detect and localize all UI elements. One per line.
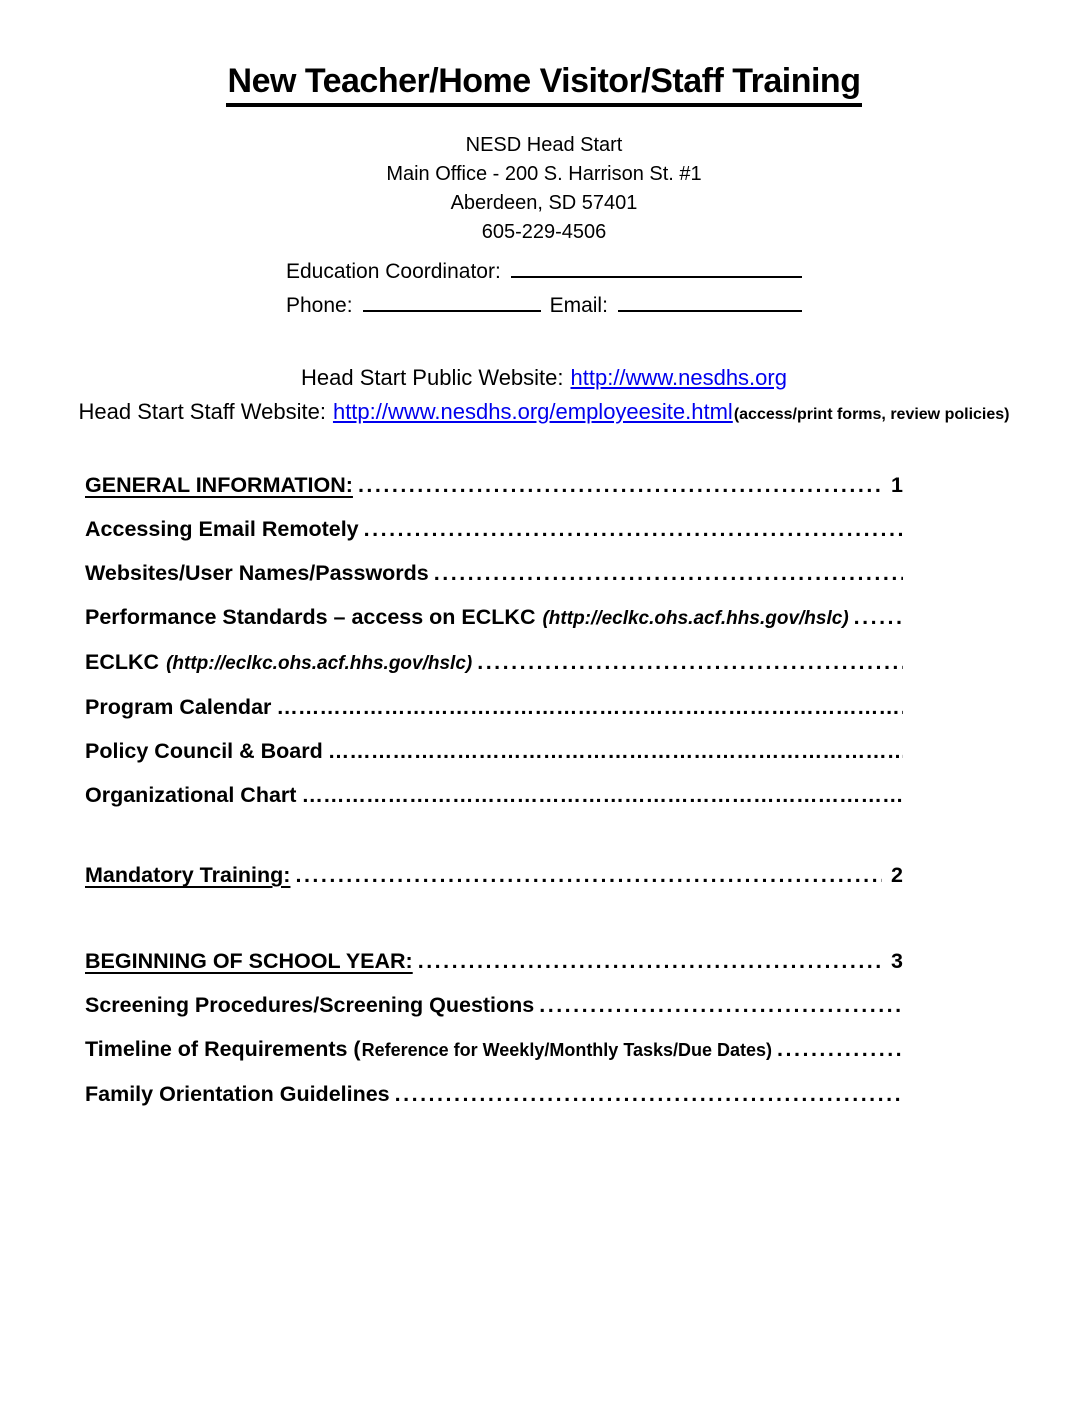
toc-leader-dots bbox=[418, 948, 882, 975]
toc-leader-dots bbox=[295, 862, 882, 889]
toc-entry-label: Organizational Chart bbox=[85, 783, 297, 807]
toc-leader-dots bbox=[477, 649, 903, 676]
phone-email-line bbox=[286, 290, 802, 324]
toc-entry-sublabel: Reference for Weekly/Monthly Tasks/Due Dates) bbox=[361, 1040, 773, 1060]
toc-page-number: 2 bbox=[891, 863, 903, 887]
toc-entry bbox=[85, 560, 903, 587]
toc-entry bbox=[85, 738, 903, 765]
staff-website-label: Head Start Staff Website: bbox=[78, 399, 326, 424]
toc-entry bbox=[85, 604, 903, 632]
page-title: New Teacher/Home Visitor/Staff Training bbox=[226, 62, 863, 107]
toc-entry-sublabel: (http://eclkc.ohs.acf.hhs.gov/hslc) bbox=[166, 653, 473, 674]
toc-entry-label: Program Calendar bbox=[85, 695, 272, 719]
toc-leader-dots bbox=[854, 604, 903, 631]
public-website-link[interactable]: http://www.nesdhs.org bbox=[570, 365, 787, 390]
coordinator-form bbox=[286, 256, 802, 324]
email-label: Email: bbox=[549, 294, 608, 317]
org-name: NESD Head Start bbox=[465, 134, 623, 156]
org-phone: 605-229-4506 bbox=[481, 221, 607, 243]
toc-entry bbox=[85, 516, 903, 543]
toc-leader-dots bbox=[395, 1081, 903, 1108]
education-coordinator-label: Education Coordinator: bbox=[286, 260, 501, 283]
toc-leader-dots bbox=[539, 992, 903, 1019]
staff-website-line bbox=[0, 395, 1088, 432]
websites-block bbox=[0, 361, 1088, 432]
education-coordinator-blank[interactable] bbox=[511, 256, 802, 278]
toc-leader-dots bbox=[328, 738, 903, 765]
toc-leader-dots bbox=[276, 694, 903, 721]
toc-leader-dots bbox=[301, 782, 903, 809]
public-website-line bbox=[0, 361, 1088, 395]
public-website-label: Head Start Public Website: bbox=[301, 365, 564, 390]
address-block bbox=[0, 131, 1088, 247]
phone-label: Phone: bbox=[286, 294, 353, 317]
toc-entry bbox=[85, 694, 903, 721]
toc-entry-label: Performance Standards – access on ECLKC bbox=[85, 605, 536, 629]
toc-entry-label: Timeline of Requirements ( bbox=[85, 1037, 361, 1061]
phone-blank[interactable] bbox=[363, 290, 541, 312]
staff-website-note: (access/print forms, review policies) bbox=[733, 406, 1010, 423]
table-of-contents bbox=[85, 472, 903, 1108]
toc-entry-label: BEGINNING OF SCHOOL YEAR: bbox=[85, 949, 413, 973]
toc-page-number: 3 bbox=[891, 949, 903, 973]
toc-entry bbox=[85, 782, 903, 809]
toc-entry bbox=[85, 649, 903, 677]
toc-entry-label: GENERAL INFORMATION: bbox=[85, 473, 353, 497]
toc-entry-label: Accessing Email Remotely bbox=[85, 517, 359, 541]
toc-entry bbox=[85, 1036, 903, 1064]
toc-entry-sublabel: (http://eclkc.ohs.acf.hhs.gov/hslc) bbox=[542, 608, 849, 629]
address-line-1: Main Office - 200 S. Harrison St. #1 bbox=[386, 163, 702, 185]
toc-leader-dots bbox=[364, 516, 903, 543]
title-block bbox=[0, 62, 1088, 107]
toc-entry-label: Policy Council & Board bbox=[85, 739, 323, 763]
toc-entry bbox=[85, 1081, 903, 1108]
address-line-2: Aberdeen, SD 57401 bbox=[450, 192, 638, 214]
toc-entry bbox=[85, 862, 903, 889]
email-blank[interactable] bbox=[618, 290, 802, 312]
toc-entry-label: Mandatory Training: bbox=[85, 863, 291, 887]
toc-page-number: 1 bbox=[891, 473, 903, 497]
toc-entry-label: ECLKC bbox=[85, 650, 160, 674]
toc-entry bbox=[85, 948, 903, 975]
toc-entry bbox=[85, 992, 903, 1019]
staff-website-link[interactable]: http://www.nesdhs.org/employeesite.html bbox=[332, 399, 733, 424]
toc-leader-dots bbox=[358, 472, 882, 499]
education-coordinator-line bbox=[286, 256, 802, 290]
toc-leader-dots bbox=[777, 1036, 903, 1063]
toc-entry-label: Family Orientation Guidelines bbox=[85, 1082, 390, 1106]
toc-entry-label: Screening Procedures/Screening Questions bbox=[85, 993, 535, 1017]
toc-entry bbox=[85, 472, 903, 499]
toc-leader-dots bbox=[434, 560, 903, 587]
toc-entry-label: Websites/User Names/Passwords bbox=[85, 561, 429, 585]
